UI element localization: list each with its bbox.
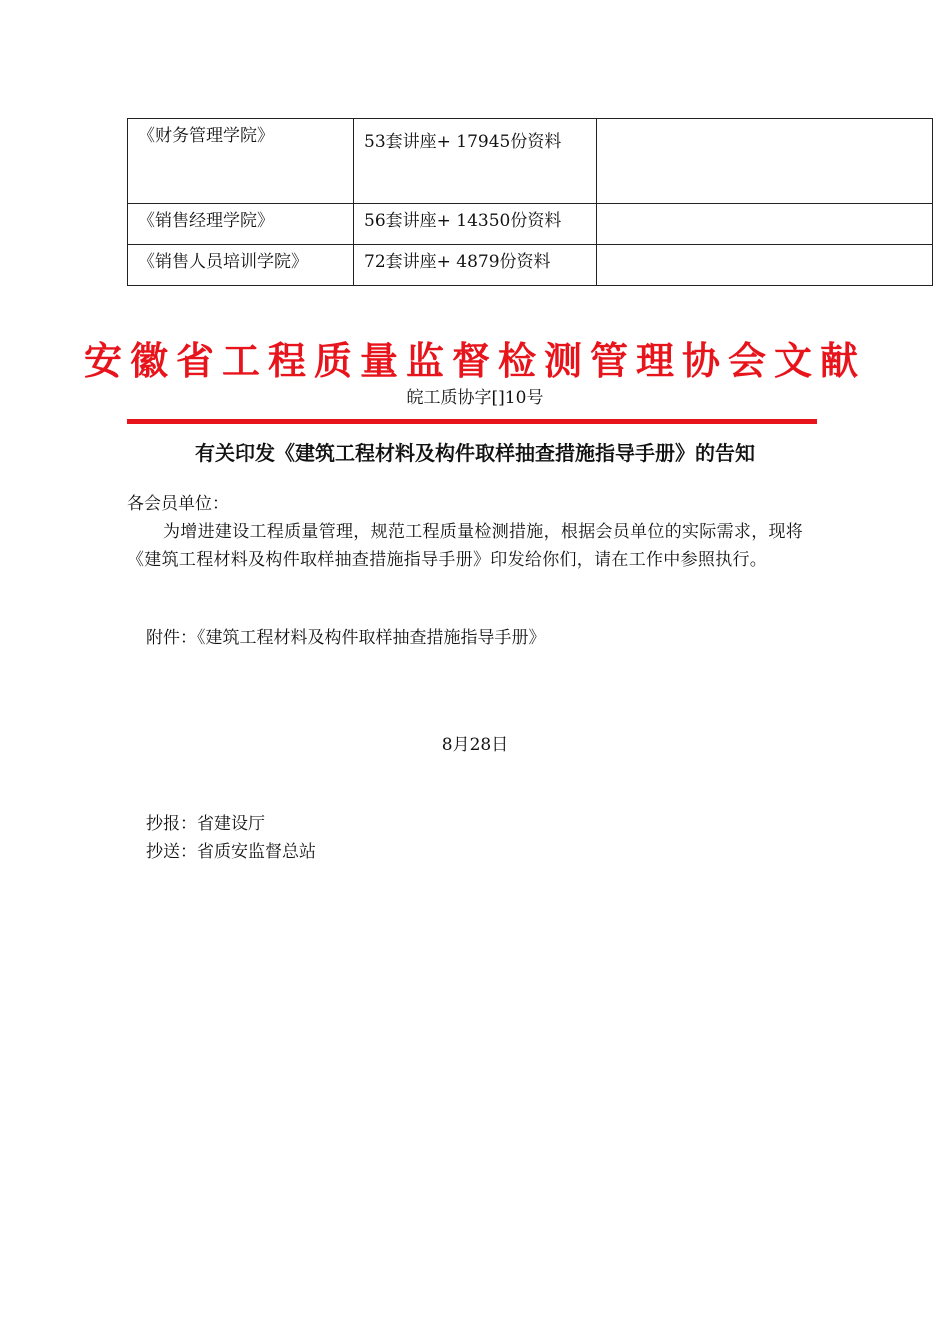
notice-title: 有关印发《建筑工程材料及构件取样抽查措施指导手册》的告知	[195, 441, 755, 465]
course-note-cell	[597, 245, 933, 286]
table-row	[128, 245, 933, 286]
course-content-cell: 56套讲座+ 14350份资料	[354, 204, 597, 245]
course-name-cell: 《销售经理学院》	[128, 204, 354, 245]
body-paragraph: 为增进建设工程质量管理，规范工程质量检测措施，根据会员单位的实际需求，现将《建筑工程材料及构件取样抽查措施指导手册》印发给你们，请在工作中参照执行。	[127, 522, 804, 570]
table-row	[128, 204, 933, 245]
red-divider-line	[127, 419, 817, 424]
course-name-cell: 《销售人员培训学院》	[128, 245, 354, 286]
send-to-line: 抄送：省质安监督总站	[146, 842, 316, 862]
course-name-cell: 《财务管理学院》	[128, 119, 354, 204]
document-number: 皖工质协字[]10号	[406, 388, 544, 408]
attachment-line: 附件：《建筑工程材料及构件取样抽查措施指导手册》	[146, 628, 546, 648]
document-header-title: 安徽省工程质量监督检测管理协会文献	[83, 339, 866, 383]
salutation: 各会员单位：	[127, 494, 229, 514]
course-note-cell	[597, 119, 933, 204]
course-table	[127, 118, 933, 286]
date-line: 8月28日	[441, 735, 509, 755]
course-content-cell: 53套讲座+ 17945份资料	[354, 119, 597, 204]
table-row	[128, 119, 933, 204]
course-content-cell: 72套讲座+ 4879份资料	[354, 245, 597, 286]
course-note-cell	[597, 204, 933, 245]
report-to-line: 抄报：省建设厅	[146, 814, 265, 834]
